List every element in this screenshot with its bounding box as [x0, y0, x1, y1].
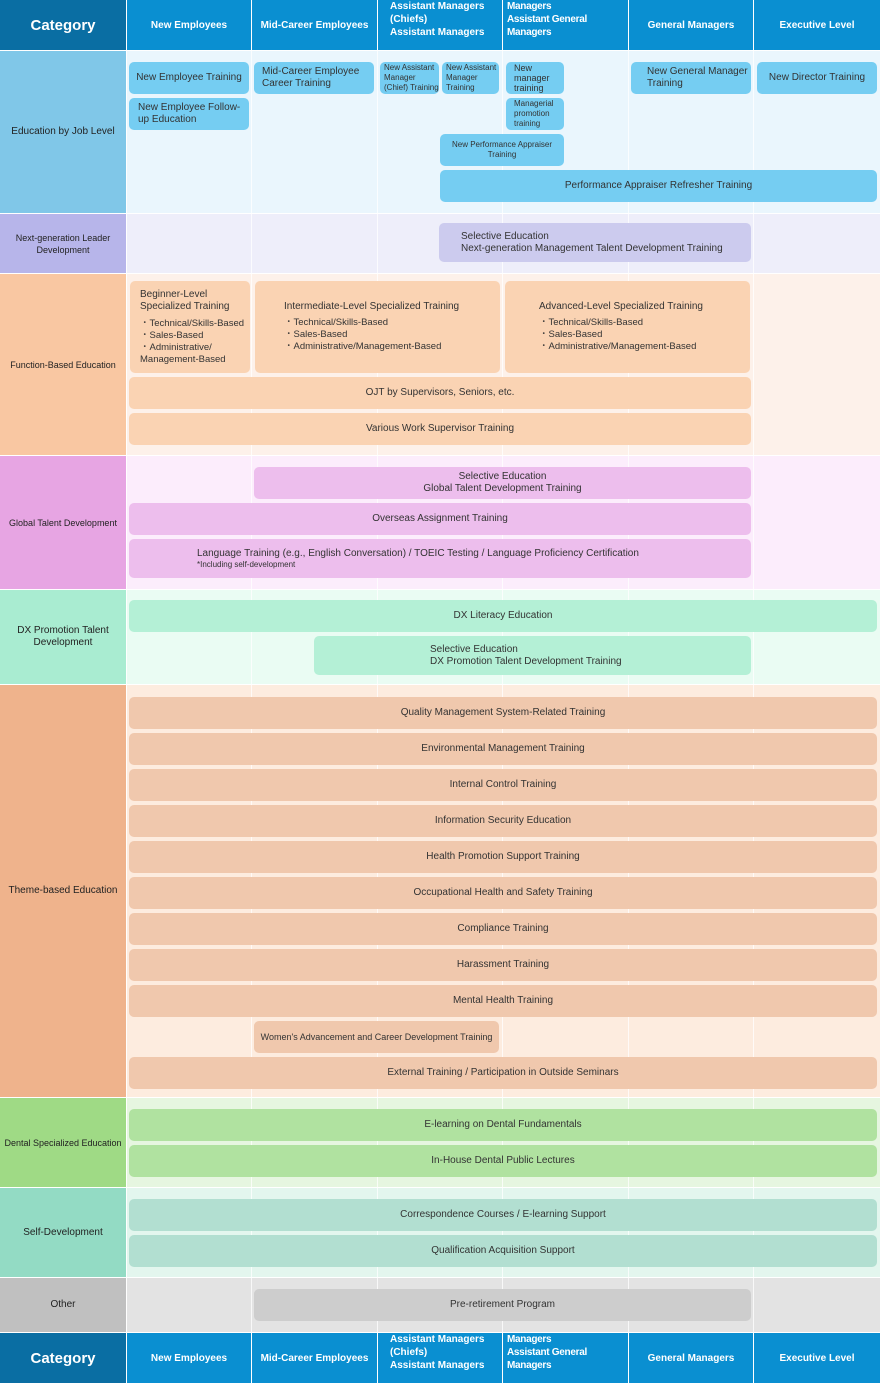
- level-general-managers-bottom: General Managers: [629, 1333, 753, 1383]
- level-managers-bottom-line2: Assistant General Managers: [507, 1347, 587, 1371]
- level-managers: [503, 0, 628, 50]
- level-managers-bottom-line1: Managers: [507, 1334, 552, 1345]
- category-job-level: Education by Job Level: [0, 51, 126, 213]
- language-text: Language Training (e.g., English Conversation) / TOEIC Testing / Language Proficiency Certification: [197, 547, 639, 559]
- new-employee-training: New Employee Training: [129, 62, 249, 94]
- intermediate-item-technical: ・Technical/Skills-Based: [284, 317, 389, 328]
- category-global: Global Talent Development: [0, 456, 126, 589]
- level-assistant-managers-bottom-line2: (Chiefs): [390, 1347, 428, 1358]
- new-employee-followup: New Employee Follow-up Education: [129, 98, 249, 130]
- theme-item: Quality Management System-Related Training: [129, 697, 877, 729]
- beginner-title: Beginner-Level Specialized Training: [140, 288, 230, 312]
- category-theme: Theme-based Education: [0, 685, 126, 1097]
- new-asst-mgr-training: New Assistant Manager Training: [442, 62, 499, 94]
- category-function: Function-Based Education: [0, 274, 126, 455]
- level-executive-bottom: Executive Level: [754, 1333, 880, 1383]
- level-assistant-managers-line1: Assistant Managers: [390, 1, 485, 12]
- overseas-assignment-training: Overseas Assignment Training: [129, 503, 751, 535]
- supervisor-training: Various Work Supervisor Training: [129, 413, 751, 445]
- advanced-item-technical: ・Technical/Skills-Based: [539, 317, 644, 328]
- level-assistant-managers-line3: Assistant Managers: [390, 27, 485, 38]
- next-gen-management-training: [439, 223, 751, 262]
- qualification-support: Qualification Acquisition Support: [129, 1235, 877, 1267]
- theme-item: Environmental Management Training: [129, 733, 877, 765]
- preretirement-program: Pre-retirement Program: [254, 1289, 751, 1321]
- level-general-managers: General Managers: [629, 0, 753, 50]
- theme-item: Health Promotion Support Training: [129, 841, 877, 873]
- level-mid-career: Mid-Career Employees: [252, 0, 377, 50]
- new-director-training: New Director Training: [757, 62, 877, 94]
- global-line2: Global Talent Development Training: [423, 483, 582, 494]
- level-assistant-managers-bottom: [378, 1333, 502, 1383]
- theme-item: Occupational Health and Safety Training: [129, 877, 877, 909]
- level-managers-line2: Assistant General Managers: [507, 14, 587, 38]
- level-mid-career-bottom: Mid-Career Employees: [252, 1333, 377, 1383]
- global-talent-training: [254, 467, 751, 499]
- beginner-specialized-training: [130, 281, 250, 373]
- language-note: *Including self-development: [197, 559, 296, 569]
- mid-career-training: Mid-Career Employee Career Training: [254, 62, 374, 94]
- level-assistant-managers: [378, 0, 502, 50]
- level-new-employees-bottom: New Employees: [127, 1333, 251, 1383]
- level-assistant-managers-bottom-line1: Assistant Managers: [390, 1334, 485, 1345]
- new-manager-training: New manager training: [506, 62, 564, 94]
- dx-promotion-training: [314, 636, 751, 675]
- dental-elearning: E-learning on Dental Fundamentals: [129, 1109, 877, 1141]
- theme-item: Internal Control Training: [129, 769, 877, 801]
- intermediate-title: Intermediate-Level Specialized Training: [284, 301, 460, 312]
- advanced-title: Advanced-Level Specialized Training: [539, 301, 703, 312]
- beginner-item-sales: ・Sales-Based: [140, 329, 204, 341]
- category-dental: Dental Specialized Education: [0, 1098, 126, 1187]
- language-training: [129, 539, 751, 578]
- dx-literacy-education: DX Literacy Education: [129, 600, 877, 632]
- level-managers-line1: Managers: [507, 1, 552, 12]
- advanced-item-sales: ・Sales-Based: [539, 329, 603, 340]
- theme-item: Mental Health Training: [129, 985, 877, 1017]
- dx-line2: DX Promotion Talent Development Training: [430, 655, 622, 667]
- advanced-item-admin: ・Administrative/Management-Based: [539, 341, 697, 352]
- dx-line1: Selective Education: [430, 643, 518, 655]
- next-gen-line2: Next-generation Management Talent Development Training: [461, 242, 723, 254]
- category-dx: DX Promotion Talent Development: [0, 590, 126, 684]
- next-gen-line1: Selective Education: [461, 230, 549, 242]
- level-assistant-managers-bottom-line3: Assistant Managers: [390, 1360, 485, 1371]
- theme-item: Compliance Training: [129, 913, 877, 945]
- new-appraiser-training: New Performance Appraiser Training: [440, 134, 564, 166]
- theme-item: Information Security Education: [129, 805, 877, 837]
- ojt-training: OJT by Supervisors, Seniors, etc.: [129, 377, 751, 409]
- appraiser-refresher-training: Performance Appraiser Refresher Training: [440, 170, 877, 202]
- level-new-employees: New Employees: [127, 0, 251, 50]
- beginner-item-admin: ・Administrative/ Management-Based: [140, 341, 226, 365]
- intermediate-item-sales: ・Sales-Based: [284, 329, 348, 340]
- new-general-manager-training: New General Manager Training: [631, 62, 751, 94]
- new-asst-mgr-chief-training: New Assistant Manager (Chief) Training: [380, 62, 439, 94]
- theme-item: Harassment Training: [129, 949, 877, 981]
- beginner-item-technical: ・Technical/Skills-Based: [140, 317, 245, 329]
- category-other: Other: [0, 1278, 126, 1332]
- womens-advancement-training: Women's Advancement and Career Development Training: [254, 1021, 499, 1053]
- correspondence-courses: Correspondence Courses / E-learning Support: [129, 1199, 877, 1231]
- level-executive: Executive Level: [754, 0, 880, 50]
- category-self-dev: Self-Development: [0, 1188, 126, 1277]
- level-assistant-managers-line2: (Chiefs): [390, 14, 428, 25]
- dental-lectures: In-House Dental Public Lectures: [129, 1145, 877, 1177]
- managerial-promotion-training: Managerial promotion training: [506, 98, 564, 130]
- intermediate-item-admin: ・Administrative/Management-Based: [284, 341, 442, 352]
- global-line1: Selective Education: [458, 471, 547, 482]
- category-leader: Next-generation Leader Development: [0, 214, 126, 273]
- level-managers-bottom: [503, 1333, 628, 1383]
- advanced-specialized-training: [505, 281, 750, 373]
- category-header-bottom: Category: [0, 1333, 126, 1383]
- category-header: Category: [0, 0, 126, 50]
- intermediate-specialized-training: [255, 281, 500, 373]
- external-training: External Training / Participation in Outside Seminars: [129, 1057, 877, 1089]
